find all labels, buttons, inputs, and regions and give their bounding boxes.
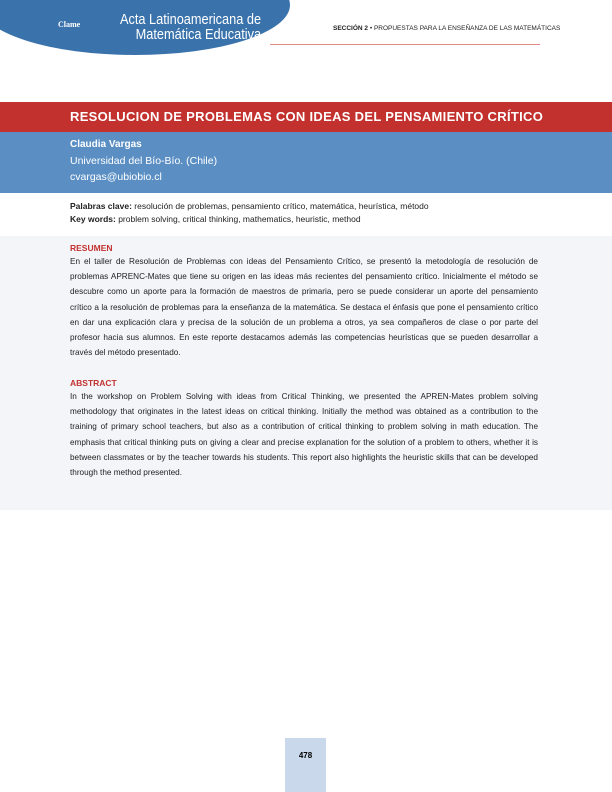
resumen-text: En el taller de Resolución de Problemas con ideas del Pensamiento Crítico, se presentó la metodología de resolución de problemas APRENC-Mates que tiene su origen en las ideas más recientes del pensamiento crítico. Inicialmente el método se descubre como un aporte para la formación de maestros de primaria, pero se puede considerar un aporte del pensamiento crítico a la resolución de problemas para la enseñanza de la matemática. Se destaca el énfasis que pone el pensamiento crítico en dar una explicación clara y precisa de la solución de un problema a otros, ya sea compañeros de clase o por parte del profesor hacia sus alumnos. En este reporte destacamos además las competencias heurísticas que se pueden desarrollar a través del método presentado. [70, 257, 538, 358]
section-text: PROPUESTAS PARA LA ENSEÑANZA DE LAS MATEMÁTICAS [373, 25, 561, 32]
author-name: Claudia Vargas [70, 139, 142, 150]
author-email[interactable]: cvargas@ubiobio.cl [70, 171, 162, 183]
keywords [70, 200, 429, 225]
abstract-text: In the workshop on Problem Solving with ideas from Critical Thinking, we presented the APREN-Mates problem solving methodology that originates in the latest ideas on critical thinking. Initially the method was obtained as a contribution to the training of primary school teachers, but also as a contribution of critical thinking to problem solving in math education. The emphasis that critical thinking puts on giving a clear and precise explanation for the solution of a problem to others, whether it is between classmates or by the teacher towards his students. This report also highlights the heuristic skills that can be developed through the method presented. [70, 392, 538, 478]
keywords-en: problem solving, critical thinking, mathematics, heuristic, method [118, 213, 361, 224]
page-number: 478 [285, 738, 326, 792]
author-affiliation: Universidad del Bío-Bío. (Chile) [70, 155, 218, 167]
section-header: SECCIÓN 2 • PROPUESTAS PARA LA ENSEÑANZA DE LAS MATEMÁTICAS [333, 25, 561, 32]
keywords-es-label: Palabras clave: [70, 201, 132, 211]
keywords-en-label: Key words: [70, 213, 116, 224]
journal-name-line2: Matemática Educativa [135, 26, 262, 43]
journal-name [120, 12, 261, 42]
journal-name-line1: Acta Latinoamericana de [120, 11, 262, 28]
abstract-heading: ABSTRACT [70, 378, 117, 388]
section-label: SECCIÓN 2 [333, 25, 369, 32]
clame-logo: Clame [58, 20, 81, 29]
article-title: RESOLUCION DE PROBLEMAS CON IDEAS DEL PENSAMIENTO CRÍTICO [0, 102, 612, 132]
author-block [0, 132, 612, 193]
keywords-es: resolución de problemas, pensamiento crítico, matemática, heurística, método [134, 201, 429, 211]
header-divider [270, 44, 540, 45]
resumen-heading: RESUMEN [70, 243, 113, 253]
